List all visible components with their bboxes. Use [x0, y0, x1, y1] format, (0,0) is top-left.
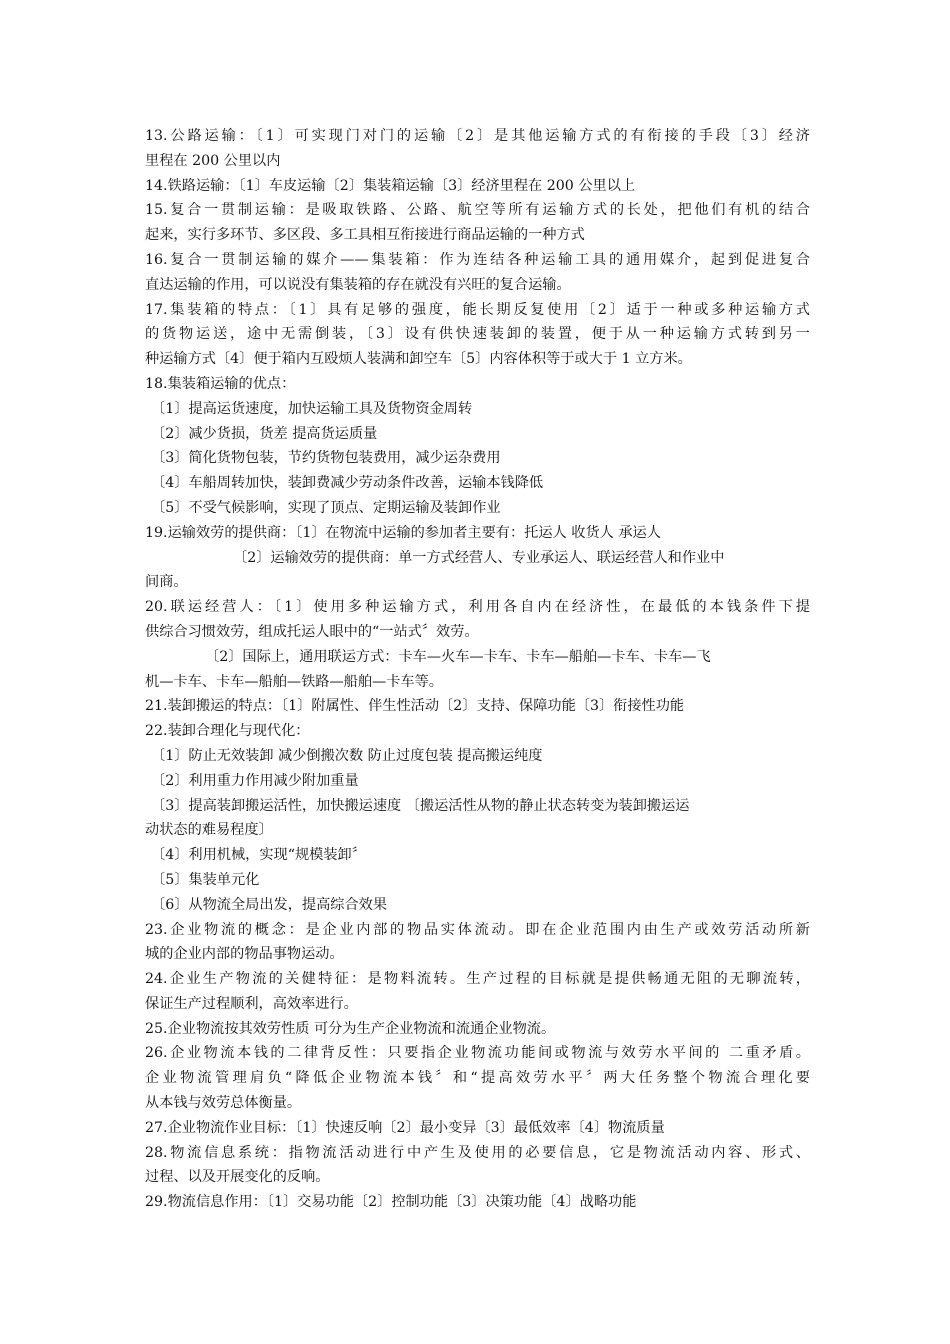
text-line: 起来，实行多环节、多区段、多工具相互衔接进行商品运输的一种方式 [145, 227, 585, 244]
text-line: 〔3〕简化货物包装，节约货物包装费用，减少运杂费用 [151, 450, 501, 467]
text-line: 26.企业物流本钱的二律背反性：只要指企业物流功能间或物流与效劳水平间的 二重矛盾。 [145, 1045, 810, 1062]
text-line: 17.集装箱的特点：〔1〕具有足够的强度，能长期反复使用〔2〕适于一种或多种运输方式 [145, 301, 810, 318]
text-line: 29.物流信息作用：〔1〕交易功能〔2〕控制功能〔3〕决策功能〔4〕战略功能 [145, 1194, 637, 1211]
text-line: 保证生产过程顺利，高效率进行。 [145, 995, 358, 1012]
text-line: 供综合习惯效劳，组成托运人眼中的“一站式〞效劳。 [145, 623, 479, 640]
text-line: 14.铁路运输：〔1〕车皮运输〔2〕集装箱运输〔3〕经济里程在 200 公里以上 [145, 177, 636, 194]
text-line: 28.物流信息系统：指物流活动进行中产生及使用的必要信息，它是物流活动内容、形式、 [145, 1144, 810, 1161]
text-line: 〔2〕国际上，通用联运方式：卡车—火车—卡车、卡车—船舶—卡车、卡车—飞 [205, 648, 711, 665]
text-line: 〔5〕不受气候影响，实现了顶点、定期运输及装卸作业 [151, 499, 501, 516]
text-line: 〔5〕集装单元化 [151, 871, 260, 888]
text-line: 19.运输效劳的提供商：〔1〕在物流中运输的参加者主要有：托运人 收货人 承运人 [145, 524, 661, 541]
text-line: 城的企业内部的物品事物运动。 [145, 946, 344, 963]
text-line: 机—卡车、卡车—船舶—铁路—船舶—卡车等。 [145, 673, 443, 690]
text-line: 22.装卸合理化与现代化： [145, 723, 310, 740]
text-line: 23.企业物流的概念：是企业内部的物品实体流动。即在企业范围内由生产或效劳活动所新 [145, 921, 810, 938]
text-line: 27.企业物流作业目标：〔1〕快速反响〔2〕最小变异〔3〕最低效率〔4〕物流质量 [145, 1119, 665, 1136]
text-line: 过程、以及开展变化的反响。 [145, 1169, 330, 1186]
text-line: 的货物运送，途中无需倒装，〔3〕设有供快速装卸的装置，便于从一种运输方式转到另一 [145, 326, 810, 343]
document-page [145, 124, 810, 1215]
text-line: 从本钱与效劳总体衡量。 [145, 1095, 302, 1112]
text-line: 直达运输的作用，可以说没有集装箱的存在就没有兴旺的复合运输。 [145, 276, 571, 293]
text-line: 〔1〕提高运货速度，加快运输工具及货物资金周转 [151, 400, 473, 417]
text-line: 〔3〕提高装卸搬运活性，加快搬运速度 〔搬运活性从物的静止状态转变为装卸搬运运 [151, 797, 690, 814]
text-line: 20.联运经营人：〔1〕使用多种运输方式，利用各自内在经济性，在最低的本钱条件下提 [145, 599, 810, 616]
text-line: 16.复合一贯制运输的媒介——集装箱：作为连结各种运输工具的通用媒介，起到促进复合 [145, 251, 810, 268]
text-line: 24.企业生产物流的关健特征：是物料流转。生产过程的目标就是提供畅通无阻的无聊流转， [145, 971, 810, 988]
text-line: 间商。 [145, 574, 188, 591]
text-line: 〔4〕车船周转加快，装卸费减少劳动条件改善，运输本钱降低 [151, 475, 544, 492]
text-line: 18.集装箱运输的优点： [145, 375, 296, 392]
text-line: 25.企业物流按其效劳性质 可分为生产企业物流和流通企业物流。 [145, 1020, 556, 1037]
text-line: 种运输方式〔4〕便于箱内互殴烦人装满和卸空车〔5〕内容体积等于或大于 1 立方米。 [145, 351, 692, 368]
text-line: 15.复合一贯制运输：是吸取铁路、公路、航空等所有运输方式的长处，把他们有机的结合 [145, 202, 810, 219]
text-line: 〔2〕运输效劳的提供商：单一方式经营人、专业承运人、联运经营人和作业中 [233, 549, 725, 566]
text-line: 〔2〕利用重力作用减少附加重量 [151, 772, 359, 789]
text-line: 动状态的难易程度〕 [145, 822, 273, 839]
text-line: 里程在 200 公里以内 [145, 152, 281, 169]
text-line: 21.装卸搬运的特点：〔1〕附属性、伴生性活动〔2〕支持、保障功能〔3〕衔接性功能 [145, 698, 685, 715]
text-line: 〔1〕防止无效装卸 减少倒搬次数 防止过度包装 提高搬运纯度 [151, 747, 543, 764]
text-line: 〔2〕减少货损，货差 提高货运质量 [151, 425, 378, 442]
text-line: 13.公路运输：〔1〕可实现门对门的运输〔2〕是其他运输方式的有衔接的手段〔3〕经济 [145, 128, 810, 144]
text-line: 企业物流管理肩负“降低企业物流本钱〞和“提高效劳水平〞两大任务整个物流合理化要 [145, 1070, 810, 1087]
text-line: 〔6〕从物流全局出发，提高综合效果 [151, 896, 388, 913]
text-line: 〔4〕利用机械，实现“规模装卸〞 [151, 847, 366, 864]
